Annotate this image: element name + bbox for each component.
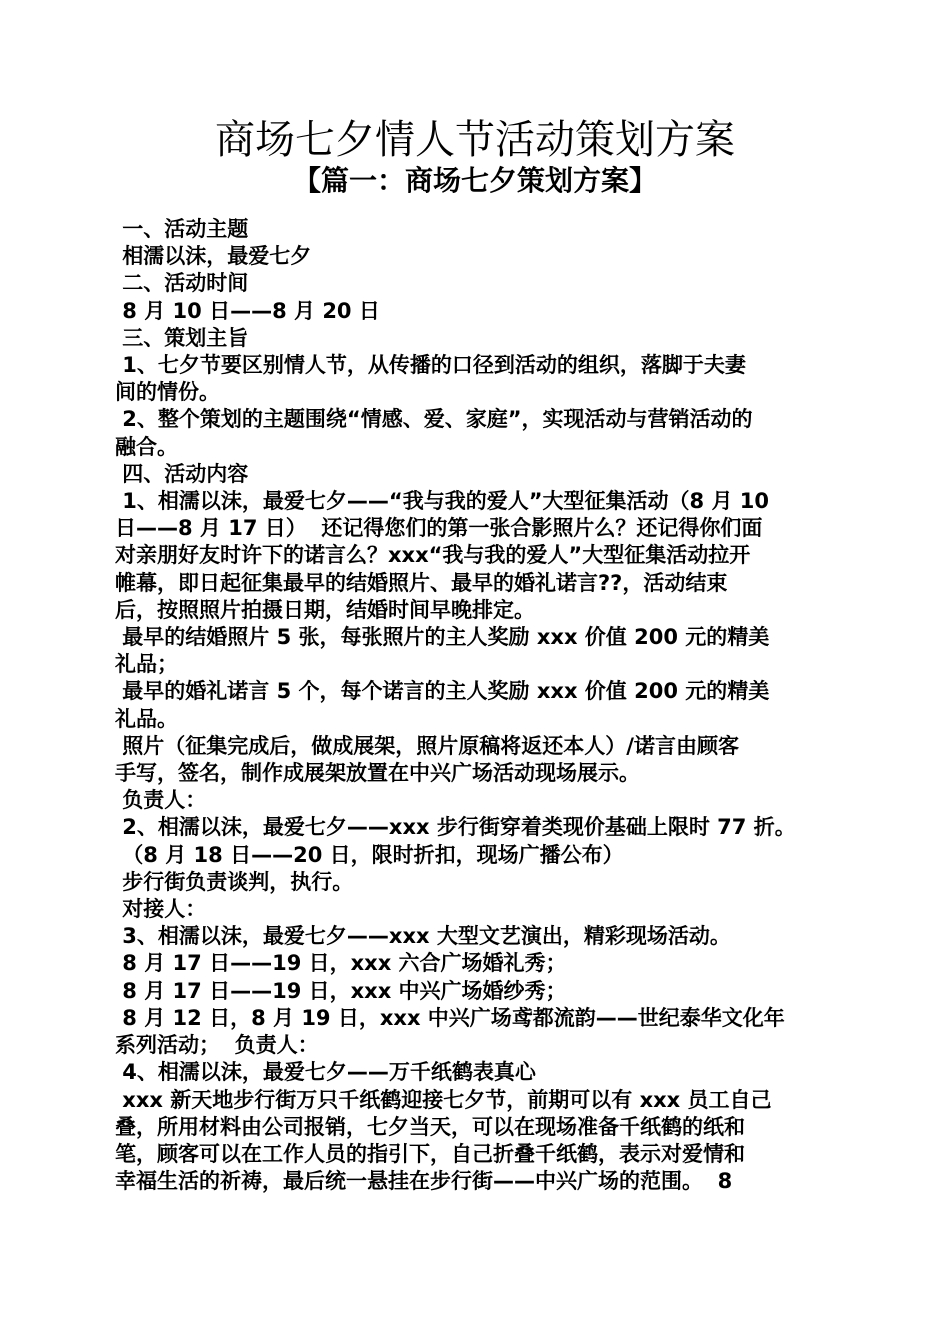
body-line: 系列活动； 负责人： — [115, 1033, 319, 1058]
body-line: 8 月 10 日——8 月 20 日 — [115, 298, 380, 323]
body-line: 幸福生活的祈祷，最后统一悬挂在步行街——中兴广场的范围。 8 — [115, 1169, 733, 1194]
document-subtitle: 【篇一：商场七夕策划方案】 — [292, 164, 657, 197]
body-line: 后，按照照片拍摄日期，结婚时间早晚排定。 — [115, 597, 535, 622]
body-line: 8 月 17 日——19 日，xxx 中兴广场婚纱秀； — [115, 978, 567, 1003]
body-line: 对亲朋好友时许下的诺言么？xxx“我与我的爱人”大型征集活动拉开 — [115, 543, 751, 568]
body-line: 叠，所用材料由公司报销，七夕当天，可以在现场准备千纸鹤的纸和 — [115, 1114, 745, 1139]
body-line: 四、活动内容 — [115, 461, 249, 486]
body-line: 对接人： — [115, 897, 207, 922]
body-line: 最早的结婚照片 5 张，每张照片的主人奖励 xxx 价值 200 元的精美 — [115, 625, 770, 650]
body-line: 1、七夕节要区别情人节，从传播的口径到活动的组织，落脚于夫妻 — [115, 353, 746, 378]
body-line: 笔，顾客可以在工作人员的指引下，自己折叠千纸鹤，表示对爱情和 — [115, 1141, 745, 1166]
body-line: xxx 新天地步行街万只千纸鹤迎接七夕节，前期可以有 xxx 员工自己 — [115, 1087, 772, 1112]
body-line: 相濡以沫，最爱七夕 — [115, 244, 312, 269]
body-line: 照片（征集完成后，做成展架，照片原稿将返还本人）/诺言由顾客 — [115, 733, 739, 758]
body-line: 2、相濡以沫，最爱七夕——xxx 步行街穿着类现价基础上限时 77 折。 — [115, 815, 796, 840]
body-line: 负责人： — [115, 788, 207, 813]
body-line: 最早的婚礼诺言 5 个，每个诺言的主人奖励 xxx 价值 200 元的精美 — [115, 679, 770, 704]
body-line: 二、活动时间 — [115, 271, 249, 296]
body-line: 融合。 — [115, 434, 178, 459]
body-line: 1、相濡以沫，最爱七夕——“我与我的爱人”大型征集活动（8 月 10 — [115, 489, 769, 514]
body-line: 间的情份。 — [115, 380, 220, 405]
body-line: 步行街负责谈判，执行。 — [115, 869, 354, 894]
body-line: 日——8 月 17 日） 还记得您们的第一张合影照片么？还记得你们面 — [115, 516, 763, 541]
body-line: 4、相濡以沫，最爱七夕——万千纸鹤表真心 — [115, 1060, 536, 1085]
body-line: （8 月 18 日——20 日，限时折扣，现场广播公布） — [115, 842, 624, 867]
body-line: 一、活动主题 — [115, 217, 249, 241]
document-title: 商场七夕情人节活动策划方案 — [215, 117, 735, 163]
body-line: 3、相濡以沫，最爱七夕——xxx 大型文艺演出，精彩现场活动。 — [115, 924, 731, 949]
body-line: 2、整个策划的主题围绕“情感、爱、家庭”，实现活动与营销活动的 — [115, 407, 753, 432]
body-line: 礼品。 — [115, 706, 178, 731]
body-line: 礼品； — [115, 652, 178, 677]
body-line: 三、策划主旨 — [115, 325, 249, 350]
body-line: 帷幕，即日起征集最早的结婚照片、最早的婚礼诺言??，活动结束 — [115, 570, 728, 595]
document-body — [115, 216, 855, 1195]
body-line: 8 月 12 日，8 月 19 日，xxx 中兴广场鸢都流韵——世纪泰华文化年 — [115, 1005, 785, 1030]
body-line: 8 月 17 日——19 日，xxx 六合广场婚礼秀； — [115, 951, 567, 976]
body-line: 手写，签名，制作成展架放置在中兴广场活动现场展示。 — [115, 761, 640, 786]
